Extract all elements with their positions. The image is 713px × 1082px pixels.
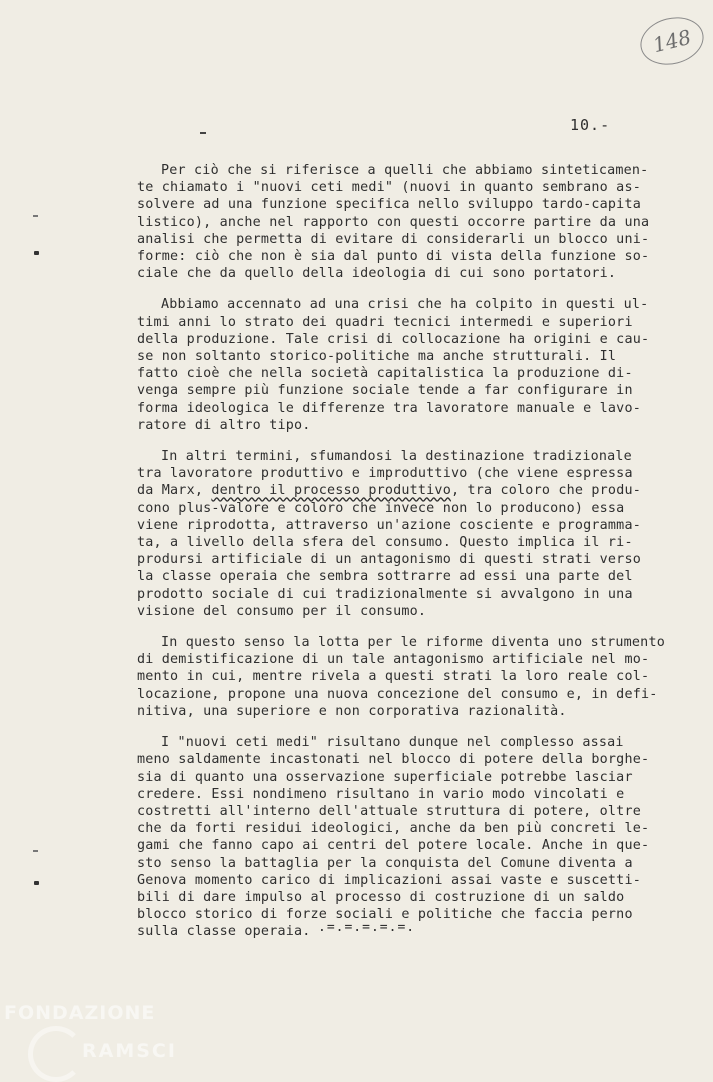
paragraph [137,296,673,434]
text-line: viene riprodotta, attraverso un'azione cosciente e programma- [137,517,641,533]
paragraph [137,734,673,940]
margin-tick [33,850,38,852]
text-line: In questo senso la lotta per le riforme diventa uno strumento [161,635,665,651]
text-line: venga sempre più funzione sociale tende a far configurare in [137,383,633,399]
text-line: nitiva, una superiore e non corporativa razionalità. [137,703,567,719]
text-line: della produzione. Tale crisi di collocazione ha origini e cau- [137,331,650,347]
text-line: credere. Essi nondimeno risultano in vario modo vincolati e [137,786,625,802]
text-line-with-underline: da Marx, dentro il processo produttivo, tra coloro che produ- [137,483,641,499]
archive-number-text: 148 [650,24,694,58]
text-line: I "nuovi ceti medi" risultano dunque nel complesso assai [161,735,624,751]
text-line: fatto cioè che nella società capitalistica la produzione di- [137,366,633,382]
text-line: Abbiamo accennato ad una crisi che ha colpito in questi ul- [161,297,649,313]
body-text [137,162,673,955]
text-line: solvere ad una funzione specifica nello sviluppo tardo-capita [137,197,641,213]
text-line: listico), anche nel rapporto con questi occorre partire da una [137,214,650,230]
text-line: blocco storico di forze sociali e politiche che faccia perno [137,907,633,923]
text-line: te chiamato i "nuovi ceti medi" (nuovi in quanto sembrano as- [137,180,641,196]
text-line: se non soltanto storico-politiche ma anche strutturali. Il [137,349,617,365]
text-line: di demistificazione di un tale antagonismo artificiale nel mo- [137,652,650,668]
page-number: 10.- [570,116,611,134]
paragraph [137,448,673,620]
text-line: ciale che da quello della ideologia di cui sono portatori. [137,266,617,282]
margin-punch-mark [34,251,39,255]
text-line: ta, a livello della sfera del consumo. Questo implica il ri- [137,535,633,551]
text-line: prodotto sociale di cui tradizionalmente si avvalgono in una [137,586,633,602]
paragraph [137,634,673,720]
margin-tick [33,215,38,217]
text-line: analisi che permetta di evitare di considerarli un blocco uni- [137,231,650,247]
text-line: forma ideologica le differenze tra lavoratore manuale e lavo- [137,400,641,416]
text-line: sia di quanto una osservazione superficiale potrebbe lasciar [137,769,633,785]
foundation-watermark [4,1000,194,1080]
text-line: gami che fanno capo ai centri del potere locale. Anche in que- [137,838,650,854]
text-line: locazione, propone una nuova concezione del consumo e, in defi- [137,686,658,702]
text-line: forme: ciò che non è sia dal punto di vista della funzione so- [137,249,650,265]
text-line: tra lavoratore produttivo e improduttivo (che viene espressa [137,466,633,482]
text-line: prodursi artificiale di un antagonismo di questi strati verso [137,552,641,568]
text-line: bili di dare impulso al processo di costruzione di un saldo [137,889,625,905]
text-line: sto senso la battaglia per la conquista del Comune diventa a [137,855,633,871]
text-line: In altri termini, sfumandosi la destinazione tradizionale [161,449,632,465]
stray-mark [200,132,206,134]
text-line: visione del consumo per il consumo. [137,603,427,619]
text-line: meno saldamente incastonati nel blocco di potere della borghe- [137,752,650,768]
watermark-text: RAMSCI [82,1040,177,1062]
margin-punch-mark [34,881,39,885]
text-line: Per ciò che si riferisce a quelli che abbiamo sinteticamen- [161,163,649,178]
text-line: costretti all'interno dell'attuale struttura di potere, oltre [137,803,641,819]
text-line: ratore di altro tipo. [137,417,311,433]
watermark-text: FONDAZIONE [4,1002,156,1024]
underlined-phrase: dentro il processo produttivo [211,483,451,499]
text-line: cono plus-valore e coloro che invece non lo producono) essa [137,500,625,516]
paragraph [137,162,673,282]
text-line: sulla classe operaia. [137,924,311,940]
text-line: la classe operaia che sembra sottrarre ad essi una parte del [137,569,633,585]
text-line: mento in cui, mentre rivela a questi strati la loro reale col- [137,669,650,685]
archive-page-number [635,11,708,71]
watermark-g-logo [28,1026,84,1082]
closing-separator: .=.=.=.=.=. [318,920,416,935]
text-line: Genova momento carico di implicazioni assai vaste e suscetti- [137,872,641,888]
text-line: che da forti residui ideologici, anche da ben più concreti le- [137,821,650,837]
text-line: timi anni lo strato dei quadri tecnici intermedi e superiori [137,314,633,330]
